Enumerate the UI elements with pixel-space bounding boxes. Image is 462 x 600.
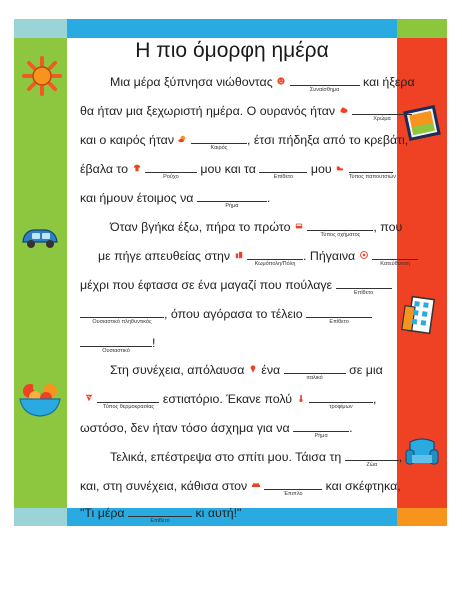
line-text: με πήγε απευθείας στην <box>98 249 231 263</box>
smiley-icon <box>277 77 285 85</box>
thermometer-icon <box>297 394 305 402</box>
line-text: μέχρι που έφτασα σε ένα μαγαζί που πούλαγε <box>80 278 333 292</box>
sun-icon <box>22 56 62 96</box>
line-text: , <box>372 392 377 406</box>
line-text: , που <box>373 220 403 234</box>
blank-hint: Έπιπλο <box>283 491 303 497</box>
fruit-bowl-icon <box>17 377 63 419</box>
line-text: Μια μέρα ξύπνησα νιώθοντας <box>110 75 273 89</box>
top-strip <box>67 19 397 38</box>
blank-field[interactable] <box>309 391 373 410</box>
story-line-13 <box>80 420 353 439</box>
blank-field[interactable] <box>259 161 307 180</box>
sofa-icon <box>252 481 260 489</box>
story-line-1 <box>110 74 415 93</box>
blank-hint: Επίθετο <box>353 290 374 296</box>
blank-hint: Καιρός <box>210 145 228 151</box>
line-text: και σκέφτηκα, <box>325 479 401 493</box>
line-text: και, στη συνέχεια, κάθισα στον <box>80 479 248 493</box>
blank-field[interactable] <box>264 478 322 497</box>
line-text: . <box>266 191 271 205</box>
armchair-icon <box>403 436 441 470</box>
blank-field[interactable] <box>191 132 247 151</box>
line-text: Τελικά, επέστρεψα στο σπίτι μου. Τάισα τη <box>110 450 342 464</box>
blank-field[interactable] <box>336 277 392 296</box>
blank-field[interactable] <box>345 449 399 468</box>
line-text: , <box>398 450 403 464</box>
pin-icon <box>249 365 257 373</box>
blank-field[interactable] <box>306 306 372 325</box>
blank-hint: Τύπος θερμοκρασίας <box>102 404 155 410</box>
blank-field[interactable] <box>197 190 267 209</box>
story-line-10 <box>80 335 156 354</box>
weather-icon <box>178 135 186 143</box>
bottom-right-strip <box>397 508 447 526</box>
blank-hint: Τύπος οχήματος <box>320 232 361 238</box>
line-text: ένα <box>261 363 281 377</box>
cloud-icon <box>340 106 348 114</box>
story-line-15 <box>80 478 401 497</box>
blank-hint: Επίθετο <box>329 319 349 325</box>
line-text: . Πήγαινα <box>303 249 356 263</box>
story-line-3 <box>80 132 409 151</box>
story-line-7 <box>98 248 418 267</box>
blank-hint: ιταλικό <box>306 375 323 381</box>
building-icon <box>400 294 442 336</box>
line-text: και ο καιρός ήταν <box>80 133 175 147</box>
line-text: και ήξερα <box>363 75 415 89</box>
story-line-6 <box>110 219 403 238</box>
shoe-icon <box>336 164 344 172</box>
line-text: εστιατόριο. Έκανε πολύ <box>162 392 293 406</box>
line-text: μου <box>310 162 332 176</box>
blank-hint: Κατεύθυνση <box>380 261 410 267</box>
page-frame <box>14 19 447 526</box>
blank-hint: τροφίμων <box>329 404 353 410</box>
left-strip <box>14 38 67 508</box>
line-text: "Τι μέρα <box>80 506 125 520</box>
line-text: και ήμουν έτοιμος να <box>80 191 194 205</box>
shirt-icon <box>133 164 141 172</box>
line-text: , όπου αγόρασα το τέλειο <box>164 307 303 321</box>
blank-hint: Ρούχο <box>163 174 179 180</box>
line-text: Στη συνέχεια, απόλαυσα <box>110 363 245 377</box>
blank-hint: Ρήμα <box>314 433 328 439</box>
compass-icon <box>360 251 368 259</box>
story-line-4 <box>80 161 396 180</box>
story-line-9 <box>80 306 372 325</box>
blank-hint: Χρώμα <box>373 116 391 122</box>
story-line-5 <box>80 190 271 209</box>
blank-field[interactable] <box>284 362 346 381</box>
blank-hint: Συναίσθημα <box>309 87 340 93</box>
line-text: Όταν βγήκα έξω, πήρα το πρώτο <box>110 220 291 234</box>
story-line-16 <box>80 505 242 524</box>
line-text: ! <box>152 336 156 350</box>
blank-hint: Επίθετο <box>273 174 294 180</box>
blank-field[interactable] <box>80 306 164 325</box>
blank-field[interactable] <box>128 505 192 524</box>
blank-field[interactable] <box>290 74 360 93</box>
pizza-icon <box>85 394 93 402</box>
bottom-left-strip <box>14 508 67 526</box>
story-line-8 <box>80 277 392 296</box>
blank-field[interactable] <box>293 420 349 439</box>
line-text: έβαλα το <box>80 162 129 176</box>
story-line-2 <box>80 103 412 122</box>
blank-hint: Ουσιαστικό πληθυντικός <box>92 319 152 325</box>
blank-hint: Ουσιαστικό <box>102 348 130 354</box>
line-text: σε μια <box>349 363 383 377</box>
blank-field[interactable] <box>97 391 159 410</box>
city-icon <box>235 251 243 259</box>
story-line-14 <box>110 449 403 468</box>
blank-hint: Επίθετο <box>150 518 170 524</box>
line-text: μου και τα <box>200 162 256 176</box>
story-line-12 <box>84 391 377 410</box>
blank-hint: Ρήμα <box>225 203 239 209</box>
line-text: κι αυτή!" <box>195 506 242 520</box>
line-text: θα ήταν μια ξεχωριστή ημέρα. Ο ουρανός ήταν <box>80 104 336 118</box>
top-left-strip <box>14 19 67 38</box>
line-text: ωστόσο, δεν ήταν τόσο άσχημα για να <box>80 421 290 435</box>
blank-field[interactable] <box>145 161 197 180</box>
story-line-11 <box>110 362 383 381</box>
line-text: , έτσι πήδηξα από το κρεβάτι, <box>246 133 409 147</box>
blank-hint: Ζώα <box>366 462 378 468</box>
car-icon <box>20 225 60 251</box>
blank-hint: Τύπος παπουτσιών <box>348 174 396 180</box>
blank-field[interactable] <box>372 248 418 267</box>
blank-field[interactable] <box>307 219 373 238</box>
blank-field[interactable] <box>352 103 412 122</box>
blank-field[interactable] <box>80 335 152 354</box>
blank-hint: Κωμόπολη/Πόλη <box>254 261 296 267</box>
bus-icon <box>295 222 303 230</box>
blank-field[interactable] <box>247 248 303 267</box>
top-right-strip <box>397 19 447 38</box>
blank-field[interactable] <box>348 161 396 180</box>
page-title: Η πιο όμορφη ημέρα <box>135 39 329 62</box>
line-text: . <box>349 421 353 435</box>
